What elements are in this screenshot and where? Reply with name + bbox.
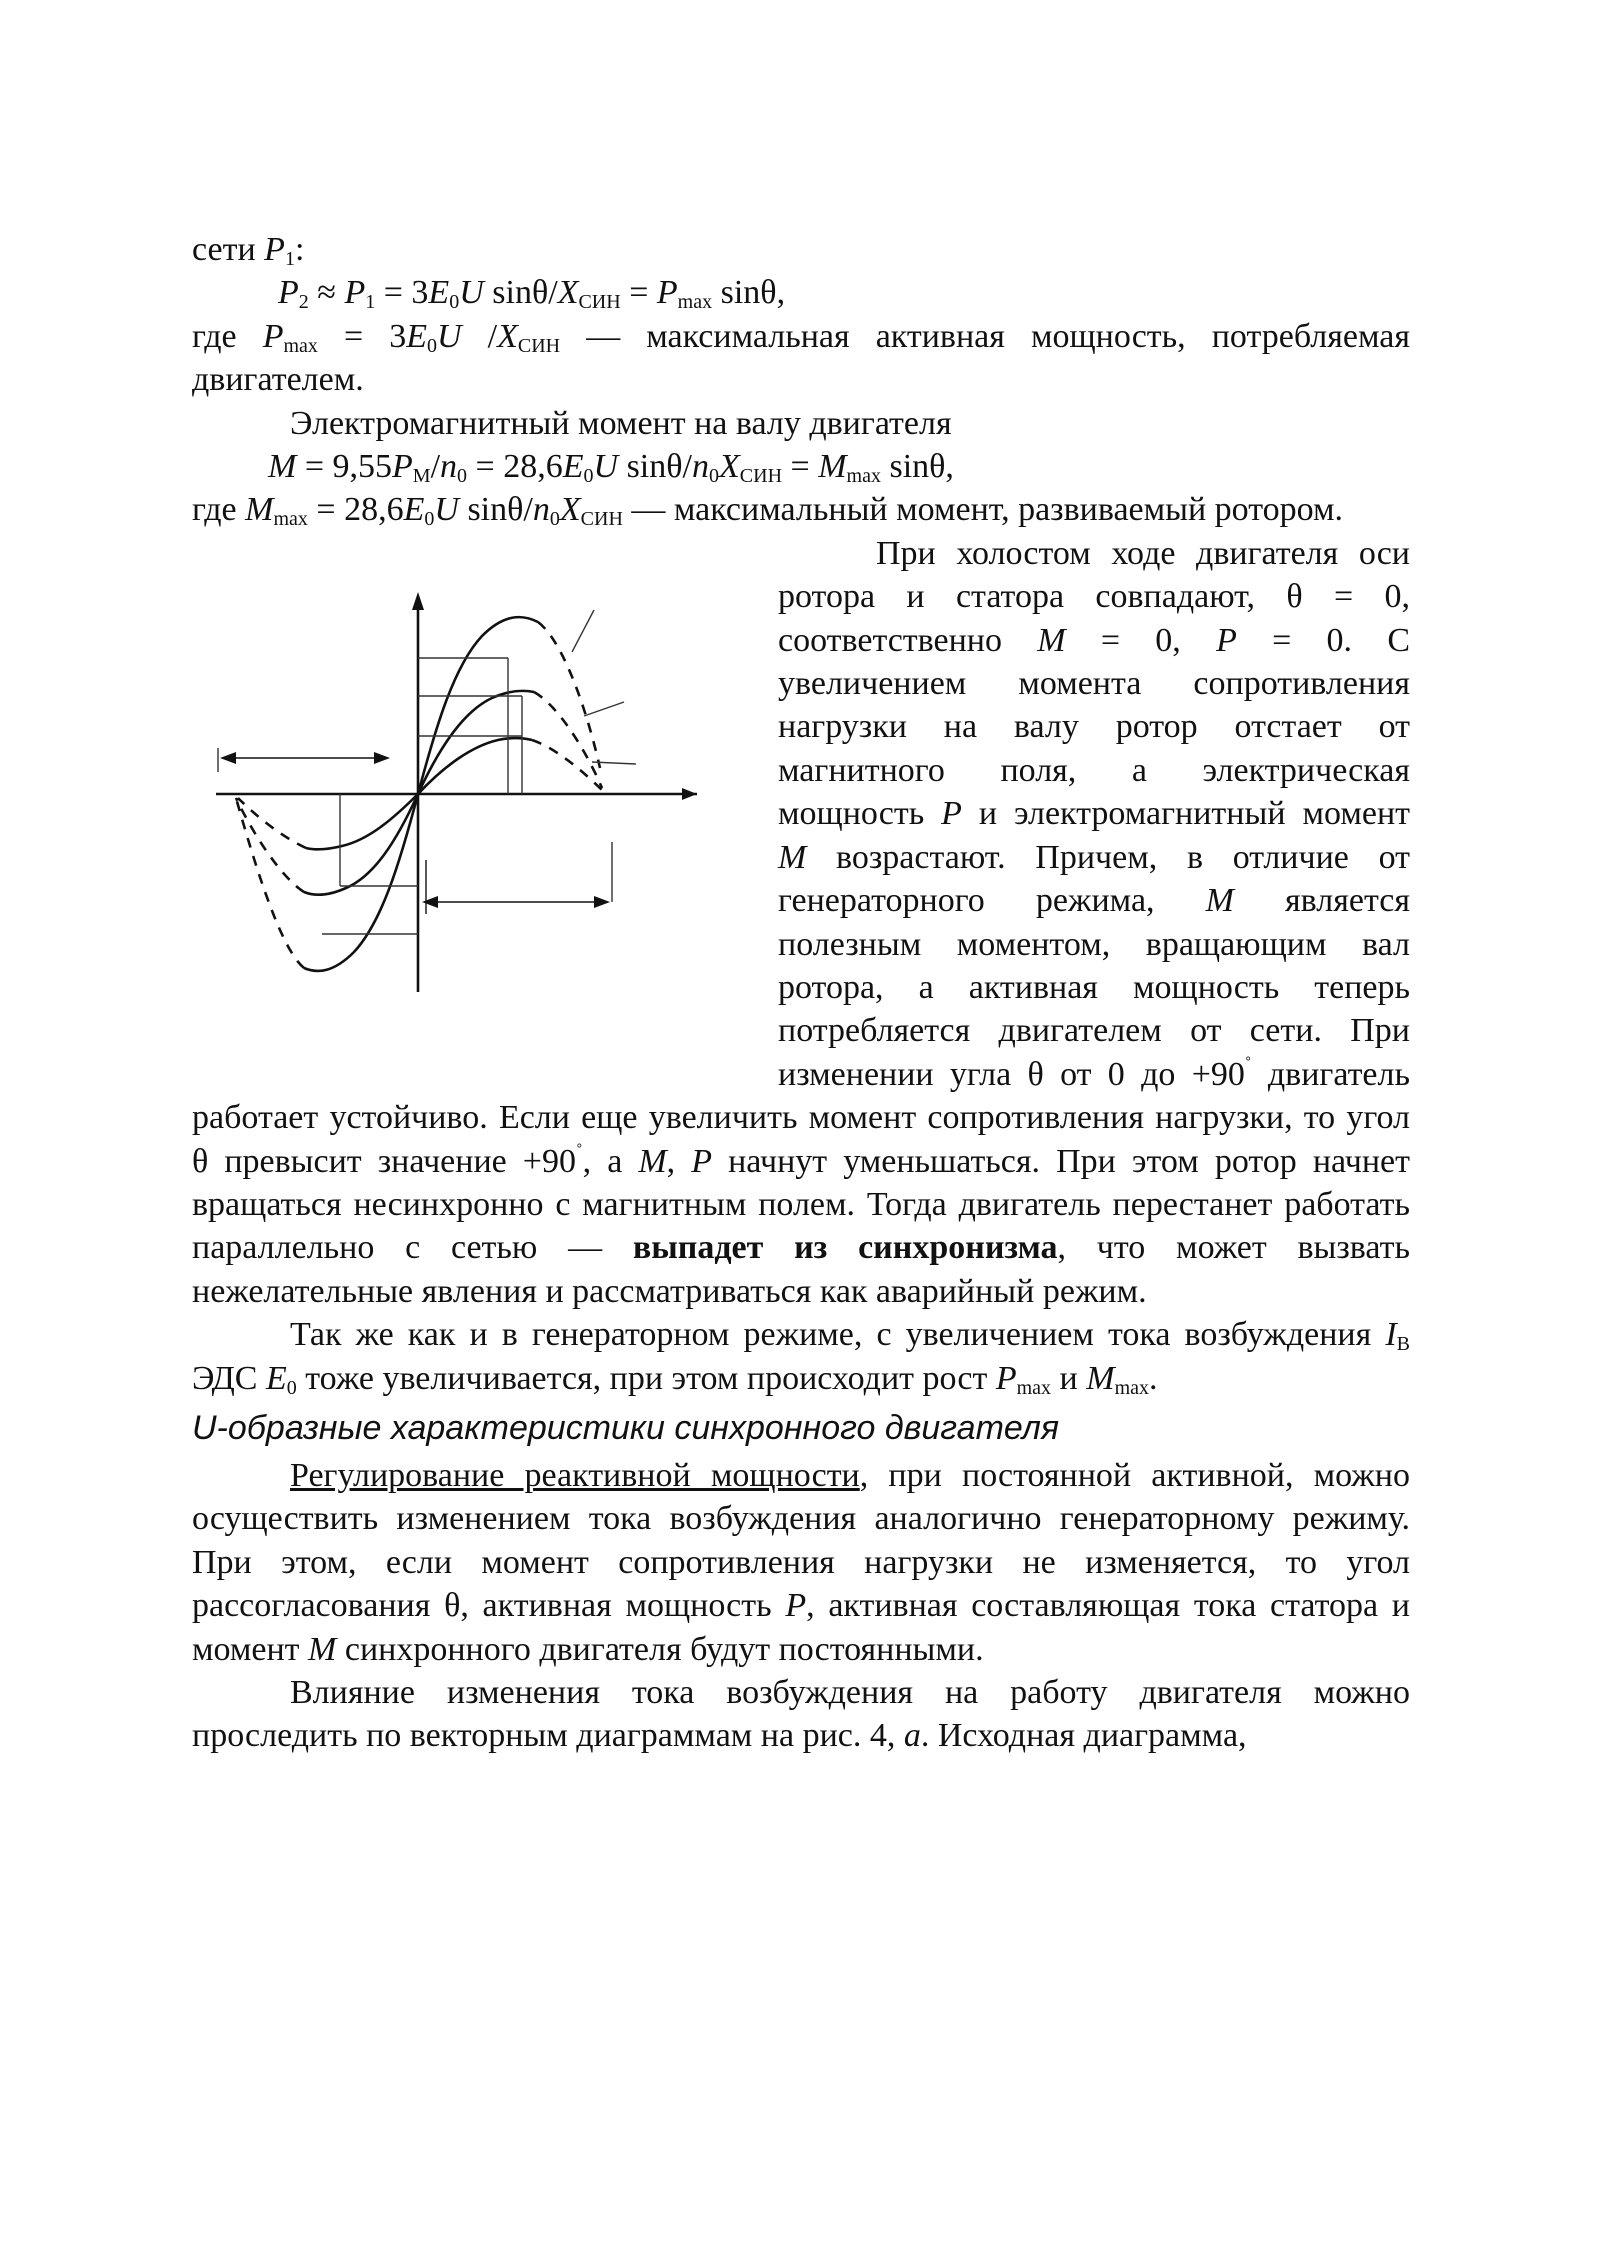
dimension-arrows xyxy=(220,752,610,914)
underlined-term: Регулирование реактивной мощности xyxy=(290,1456,860,1494)
torque-equation: $M = 9,55P_М/n_0 = 28,6E_0U$ sinθ/$n_0X_{СИН} = M_{max}$ sinθ, xyxy=(268,448,954,488)
lead-line: сети $P_1$: xyxy=(192,231,305,270)
curve-middle xyxy=(418,691,534,794)
paragraph-excitation: Так же как и в генераторном режиме, с увеличением тока возбуждения $I_В$ ЭДС $E_0$ тоже увеличивается, при этом происходит рост $P_{max}$ и $M_{max}$. xyxy=(192,1316,1410,1399)
curve-upper-neg xyxy=(304,794,418,971)
angle-characteristic-figure xyxy=(192,536,754,1062)
document-page xyxy=(192,228,1410,1758)
paragraph-no-load: При холостом ходе двигателя оси ротора и статора совпадают, θ = 0, соответственно M = 0, P = 0. С увеличением момента сопротивления нагрузки на валу ротор отстает от магнитного поля, а электрическая мощность P и электромагнитный момент M возрастают. Причем, в отличие от генераторного режима, M является полезным моментом, вращающим вал ротора, а активная мощность теперь потребляется двигателем от сети. При изменении угла θ от 0 до +90˚ двигатель работает устойчиво. Если еще увеличить момент сопротивления нагрузки, то угол θ превысит значение +90˚, а M, P начнут уменьшаться. При этом ротор начнет вращаться несинхронно с магнитным полем. Тогда двигатель перестанет работать параллельно с сетью — выпадет из синхронизма, что может вызвать нежелательные явления и рассматриваться как аварийный режим. xyxy=(192,534,1410,1310)
angle-characteristic-diagram xyxy=(192,536,754,1062)
curve-lower xyxy=(418,738,532,794)
horizontal-axis-arrow xyxy=(682,788,697,800)
power-equation: $P_2 \approx P_1 = 3E_0U$ sinθ/$X_{СИН} = P_{max}$ sinθ, xyxy=(278,274,786,314)
paragraph-torque-intro: Электромагнитный момент на валу двигателя xyxy=(290,404,952,442)
paragraph-pmax: где $P_{max} = 3E_0U$ $/X_{СИН}$ — максимальная активная мощность, потребляемая двигателем. xyxy=(192,317,1410,399)
vertical-axis-arrow xyxy=(412,592,424,610)
bold-term: выпадет из синхронизма xyxy=(632,1229,1058,1267)
guide-lines xyxy=(218,610,636,934)
curve-lower-neg xyxy=(306,794,418,849)
paragraph-reactive-power: Регулирование реактивной мощности, при постоянной активной, можно осуществить изменением тока возбуждения аналогично генераторному режиму. При этом, если момент сопротивления нагрузки не изменяется, то угол рассогласования θ, активная мощность P, активная составляющая тока статора и момент M синхронного двигателя будут постоянными. xyxy=(192,1456,1410,1668)
section-heading: U-образные характеристики синхронного двигателя xyxy=(192,1408,1060,1447)
paragraph-vector-diagrams: Влияние изменения тока возбуждения на работу двигателя можно проследить по векторным диаграммам на рис. 4, а. Исходная диаграмма, xyxy=(192,1674,1410,1755)
paragraph-mmax: где $M_{max} = 28,6E_0U$ sinθ/$n_0X_{СИН}$ — максимальный момент, развиваемый ротором. xyxy=(192,491,1344,531)
